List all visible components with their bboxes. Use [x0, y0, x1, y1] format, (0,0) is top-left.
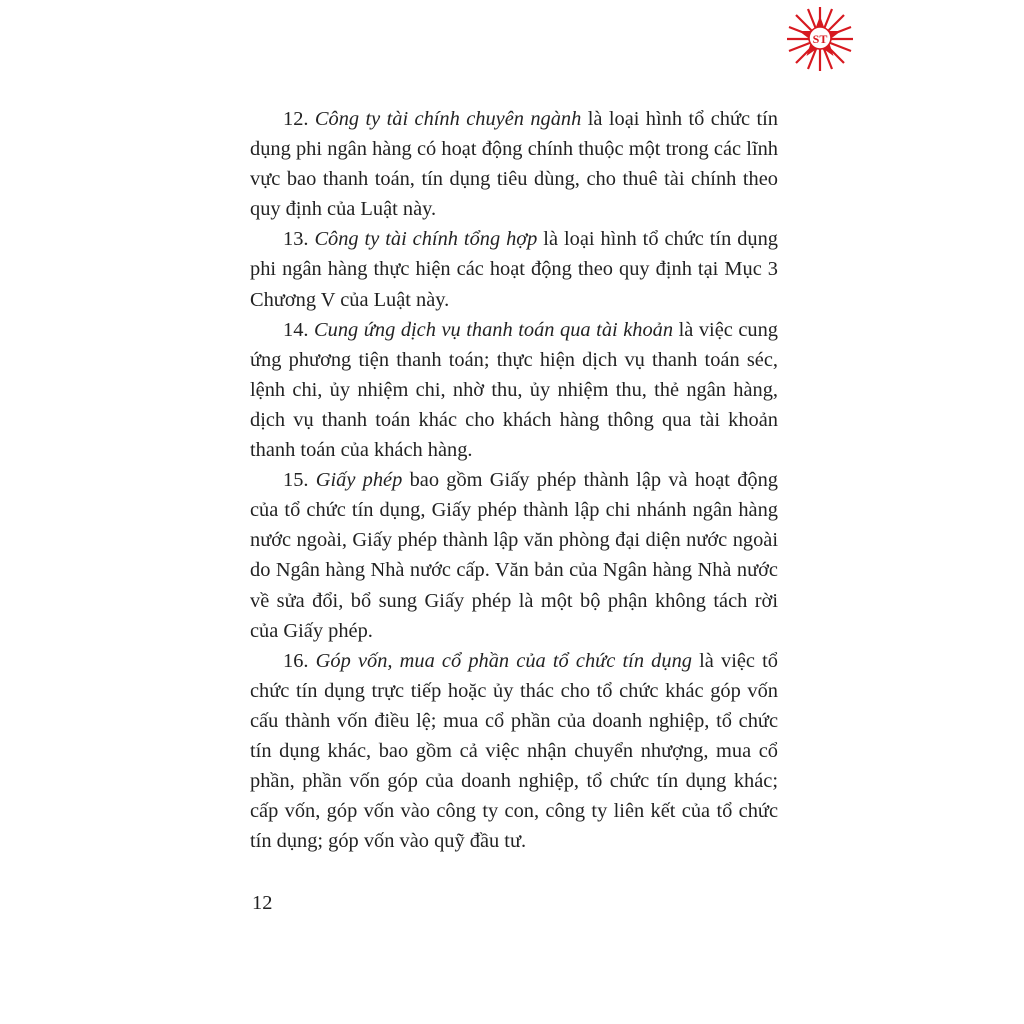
definition-paragraph-13	[250, 224, 778, 314]
defined-term: Cung ứng dịch vụ thanh toán qua tài khoản	[314, 318, 674, 341]
defined-term: Giấy phép	[315, 469, 403, 492]
defined-term: Góp vốn, mua cổ phần của tổ chức tín dụng	[315, 649, 692, 672]
definition-text: là loại hình tổ chức tín dụng phi ngân hàng có hoạt động chính thuộc một trong các lĩnh vực bao thanh toán, tín dụng tiêu dùng, cho thuê tài chính theo quy định của Luật này.	[250, 108, 778, 221]
definition-text: là loại hình tổ chức tín dụng phi ngân hàng thực hiện các hoạt động theo quy định tại Mục 3 Chương V của Luật này.	[250, 228, 778, 311]
definition-paragraph-15	[250, 465, 778, 646]
clause-number: 16.	[283, 649, 309, 672]
document-body	[250, 104, 778, 856]
clause-number: 15.	[283, 469, 309, 492]
svg-text:ST: ST	[812, 32, 828, 46]
definition-paragraph-12	[250, 104, 778, 224]
definition-text: là việc tổ chức tín dụng trực tiếp hoặc ủy thác cho tổ chức khác góp vốn cấu thành vốn điều lệ; mua cổ phần của doanh nghiệp, tổ chức tín dụng khác, bao gồm cả việc nhận chuyển nhượng, mua cổ phần, phần vốn góp của doanh nghiệp, tổ chức tín dụng khác; cấp vốn, góp vốn vào công ty con, công ty liên kết của tổ chức tín dụng; góp vốn vào quỹ đầu tư.	[250, 649, 778, 853]
definition-paragraph-14	[250, 315, 778, 465]
clause-number: 14.	[283, 318, 309, 341]
definition-text: là việc cung ứng phương tiện thanh toán; thực hiện dịch vụ thanh toán séc, lệnh chi, ủy nhiệm chi, nhờ thu, ủy nhiệm thu, thẻ ngân hàng, dịch vụ thanh toán khác cho khách hàng thông qua tài khoản thanh toán của khách hàng.	[250, 318, 778, 462]
defined-term: Công ty tài chính chuyên ngành	[314, 108, 582, 130]
publisher-logo	[782, 4, 858, 74]
definition-text: bao gồm Giấy phép thành lập và hoạt động của tổ chức tín dụng, Giấy phép thành lập chi nhánh ngân hàng nước ngoài, Giấy phép thành lập văn phòng đại diện nước ngoài do Ngân hàng Nhà nước cấp. Văn bản của Ngân hàng Nhà nước về sửa đổi, bổ sung Giấy phép là một bộ phận không tách rời của Giấy phép.	[250, 469, 778, 642]
definition-paragraph-16	[250, 646, 778, 857]
clause-number: 12.	[283, 108, 309, 130]
defined-term: Công ty tài chính tổng hợp	[314, 228, 538, 251]
page-number: 12	[252, 892, 273, 914]
clause-number: 13.	[283, 228, 309, 251]
star-burst-icon	[782, 4, 858, 74]
